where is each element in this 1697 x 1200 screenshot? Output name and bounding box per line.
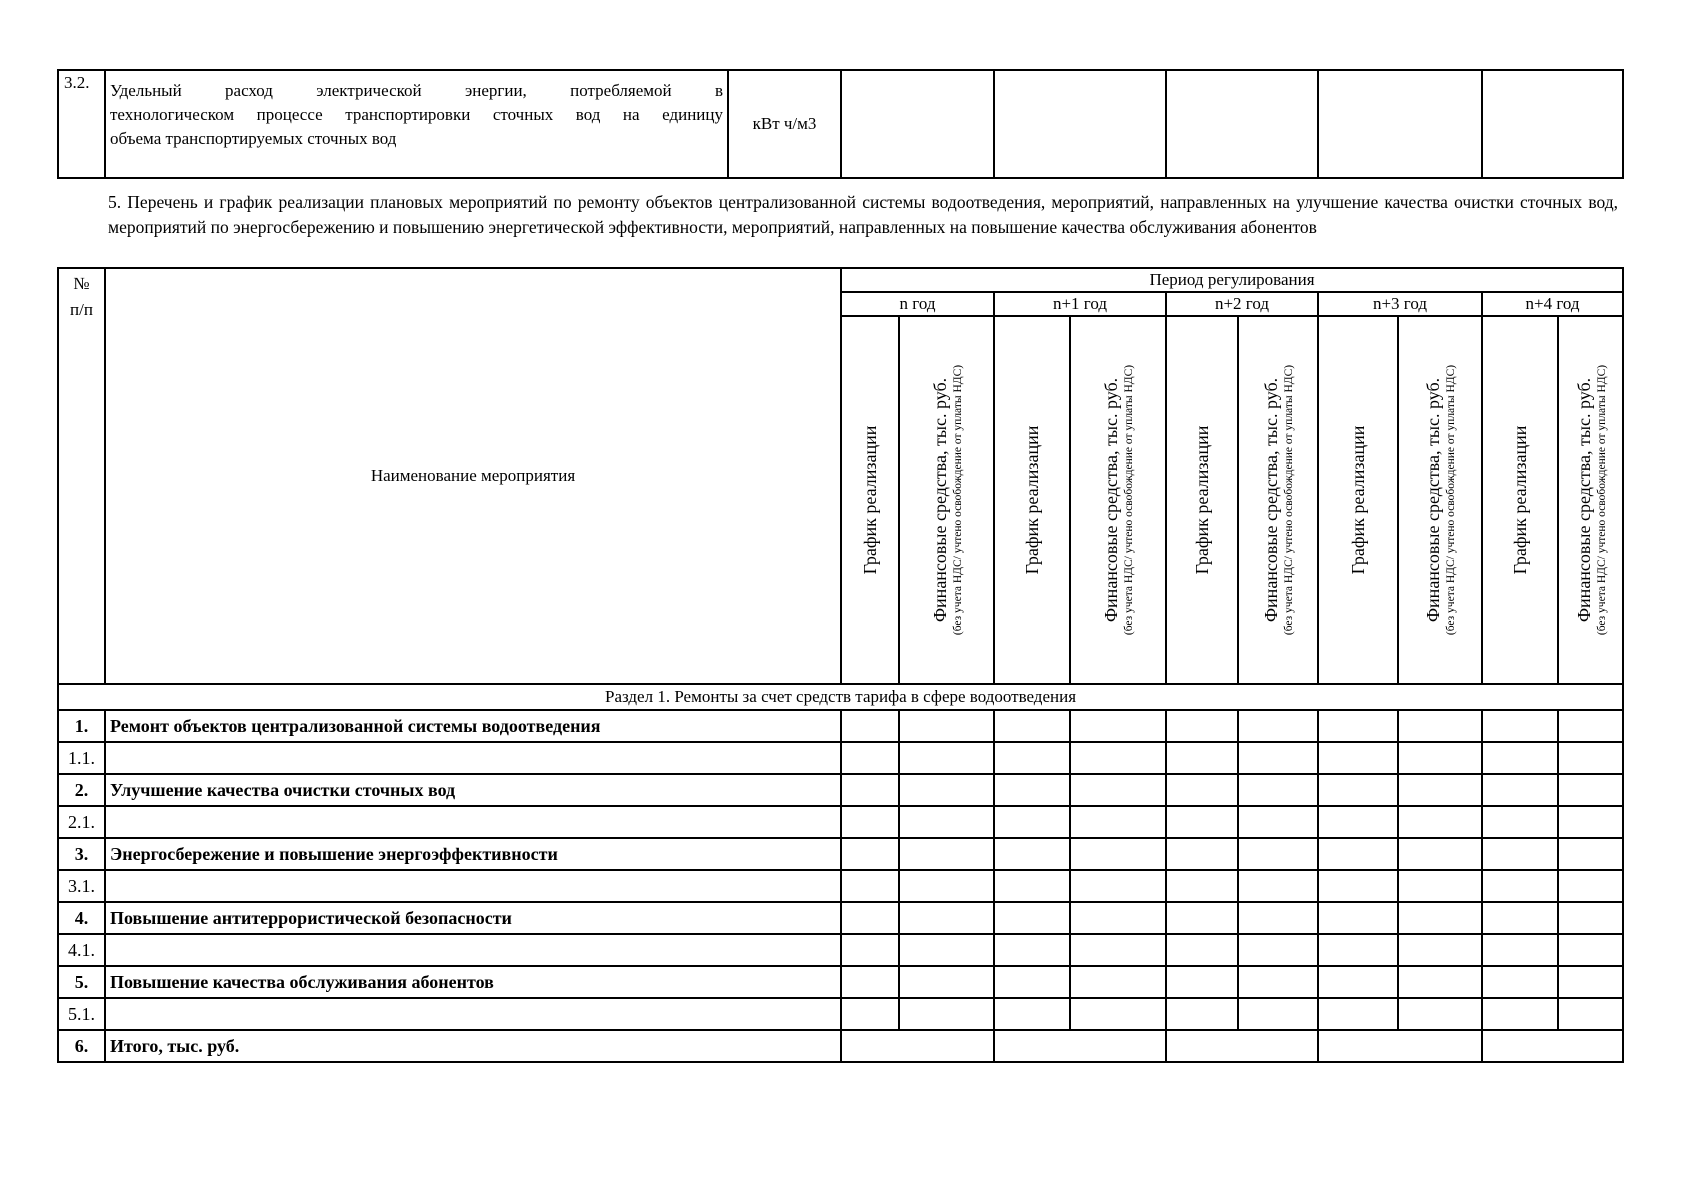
value-cell (1238, 742, 1318, 774)
value-cell (994, 902, 1070, 934)
value-cell (1398, 934, 1482, 966)
value-cell (1070, 902, 1166, 934)
value-cell (1482, 806, 1558, 838)
row-number: 3. (58, 838, 105, 870)
value-cell (1398, 966, 1482, 998)
schedule-label: График реализации (1022, 425, 1042, 575)
finance-subheader (899, 316, 994, 684)
value-cell (1070, 710, 1166, 742)
row-number: 6. (58, 1030, 105, 1062)
value-cell (899, 774, 994, 806)
value-cell (1398, 870, 1482, 902)
value-cell (1318, 966, 1398, 998)
value-cell (1238, 902, 1318, 934)
value-cell (841, 710, 899, 742)
total-value-cell (1318, 1030, 1482, 1062)
value-cell (899, 838, 994, 870)
value-cell (1070, 742, 1166, 774)
measure-name (105, 934, 841, 966)
value-cell (1070, 934, 1166, 966)
year-header: n год (841, 292, 994, 316)
value-cell (1482, 966, 1558, 998)
value-cell (1238, 934, 1318, 966)
measure-name: Ремонт объектов централизованной системы водоотведения (105, 710, 841, 742)
year-header: n+4 год (1482, 292, 1623, 316)
col-number-header: № п/п (58, 268, 105, 684)
row-number: 3.2. (58, 70, 105, 178)
total-value-cell (841, 1030, 994, 1062)
value-cell (1482, 742, 1558, 774)
finance-note: (без учета НДС/ учтено освобождение от уплаты НДС) (1595, 364, 1608, 636)
value-cell (1482, 838, 1558, 870)
table-row (58, 742, 1623, 774)
value-cell (1318, 838, 1398, 870)
table-row (58, 870, 1623, 902)
value-cell (1166, 806, 1238, 838)
value-cell (841, 870, 899, 902)
value-cell (1398, 806, 1482, 838)
table-row (58, 838, 1623, 870)
measure-name (105, 870, 841, 902)
value-cell (994, 806, 1070, 838)
value-cell (1398, 902, 1482, 934)
schedule-label: График реализации (860, 425, 880, 575)
value-cell (1238, 710, 1318, 742)
value-cell (1318, 902, 1398, 934)
value-cell (994, 774, 1070, 806)
table-row (58, 998, 1623, 1030)
row-number: 4.1. (58, 934, 105, 966)
value-cell (1166, 934, 1238, 966)
value-cell (1166, 774, 1238, 806)
value-cell (1558, 902, 1623, 934)
value-cell (899, 870, 994, 902)
unit-cell: кВт ч/м3 (728, 70, 841, 178)
value-cell (1558, 774, 1623, 806)
finance-note: (без учета НДС/ учтено освобождение от уплаты НДС) (1445, 364, 1457, 636)
value-cell (994, 742, 1070, 774)
value-cell (841, 998, 899, 1030)
finance-subheader (1558, 316, 1623, 684)
value-cell (1398, 710, 1482, 742)
measure-name: Повышение качества обслуживания абонентов (105, 966, 841, 998)
value-cell (1238, 966, 1318, 998)
value-cell (1318, 774, 1398, 806)
section-row: Раздел 1. Ремонты за счет средств тарифа в сфере водоотведения (58, 684, 1623, 710)
value-cell (994, 70, 1166, 178)
value-cell (899, 806, 994, 838)
value-cell (1558, 870, 1623, 902)
value-cell (1318, 934, 1398, 966)
schedule-label: График реализации (1192, 425, 1212, 575)
table-row (58, 902, 1623, 934)
value-cell (1398, 742, 1482, 774)
value-cell (1238, 870, 1318, 902)
value-cell (1558, 838, 1623, 870)
value-cell (1482, 998, 1558, 1030)
table-row (58, 966, 1623, 998)
finance-label: Финансовые средства, тыс. руб. (1423, 377, 1443, 623)
value-cell (1318, 998, 1398, 1030)
value-cell (899, 966, 994, 998)
value-cell (1558, 998, 1623, 1030)
col-name-header: Наименование мероприятия (105, 268, 841, 684)
value-cell (841, 934, 899, 966)
value-cell (1070, 870, 1166, 902)
value-cell (1558, 934, 1623, 966)
value-cell (1318, 742, 1398, 774)
year-header: n+1 год (994, 292, 1166, 316)
value-cell (899, 710, 994, 742)
schedule-subheader (1482, 316, 1558, 684)
value-cell (841, 966, 899, 998)
measures-schedule-table (57, 267, 1624, 1063)
table-row (58, 934, 1623, 966)
schedule-label: График реализации (1510, 425, 1530, 575)
value-cell (1238, 806, 1318, 838)
value-cell (841, 902, 899, 934)
period-header: Период регулирования (841, 268, 1623, 292)
value-cell (841, 806, 899, 838)
value-cell (841, 774, 899, 806)
measure-name (105, 998, 841, 1030)
value-cell (1070, 838, 1166, 870)
value-cell (1318, 806, 1398, 838)
value-cell (994, 838, 1070, 870)
row-number: 4. (58, 902, 105, 934)
desc-line-2: технологическом процессе транспортировки сточных вод на единицу (110, 105, 723, 124)
section-heading: 5. Перечень и график реализации плановых мероприятий по ремонту объектов централизованной системы водоотведения, мероприятий, направленных на улучшение качества очистки сточных вод, мероприятий по энергосбережению и повышению энергетической эффективности, мероприятий, направленных на повышение качества обслуживания абонентов (108, 192, 1618, 237)
value-cell (1482, 934, 1558, 966)
value-cell (1238, 838, 1318, 870)
value-cell (899, 742, 994, 774)
measure-name (105, 742, 841, 774)
value-cell (1318, 710, 1398, 742)
value-cell (1398, 998, 1482, 1030)
finance-note: (без учета НДС/ учтено освобождение от уплаты НДС) (1123, 364, 1135, 636)
value-cell (994, 870, 1070, 902)
value-cell (899, 902, 994, 934)
value-cell (1166, 710, 1238, 742)
row-number: 5. (58, 966, 105, 998)
value-cell (1070, 998, 1166, 1030)
value-cell (1166, 742, 1238, 774)
value-cell (841, 70, 994, 178)
value-cell (1070, 966, 1166, 998)
schedule-subheader (841, 316, 899, 684)
schedule-subheader (994, 316, 1070, 684)
value-cell (1318, 870, 1398, 902)
indicator-description (105, 70, 728, 178)
measure-name: Повышение антитеррористической безопасности (105, 902, 841, 934)
value-cell (1482, 774, 1558, 806)
value-cell (1070, 806, 1166, 838)
value-cell (1558, 742, 1623, 774)
row-number: 2.1. (58, 806, 105, 838)
table-row (58, 774, 1623, 806)
value-cell (1318, 70, 1482, 178)
energy-indicator-table (57, 69, 1624, 179)
finance-subheader (1398, 316, 1482, 684)
finance-subheader (1238, 316, 1318, 684)
value-cell (1166, 902, 1238, 934)
value-cell (899, 998, 994, 1030)
finance-label: Финансовые средства, тыс. руб. (1261, 377, 1281, 623)
value-cell (994, 998, 1070, 1030)
finance-note: (без учета НДС/ учтено освобождение от уплаты НДС) (1283, 364, 1295, 636)
value-cell (1166, 838, 1238, 870)
value-cell (994, 934, 1070, 966)
total-value-cell (994, 1030, 1166, 1062)
total-label: Итого, тыс. руб. (105, 1030, 841, 1062)
total-row (58, 1030, 1623, 1062)
finance-note: (без учета НДС/ учтено освобождение от уплаты НДС) (951, 364, 964, 636)
value-cell (994, 710, 1070, 742)
value-cell (1482, 870, 1558, 902)
year-header: n+2 год (1166, 292, 1318, 316)
row-number: 5.1. (58, 998, 105, 1030)
measure-name: Энергосбережение и повышение энергоэффективности (105, 838, 841, 870)
value-cell (1398, 774, 1482, 806)
value-cell (899, 934, 994, 966)
value-cell (1398, 838, 1482, 870)
table-row (58, 806, 1623, 838)
finance-label: Финансовые средства, тыс. руб. (1101, 377, 1121, 623)
schedule-subheader (1318, 316, 1398, 684)
value-cell (1558, 806, 1623, 838)
row-number: 1. (58, 710, 105, 742)
total-value-cell (1482, 1030, 1623, 1062)
value-cell (1482, 710, 1558, 742)
row-number: 2. (58, 774, 105, 806)
value-cell (994, 966, 1070, 998)
desc-line-3: объема транспортируемых сточных вод (110, 129, 397, 148)
value-cell (1166, 870, 1238, 902)
value-cell (1238, 998, 1318, 1030)
value-cell (1482, 902, 1558, 934)
value-cell (1070, 774, 1166, 806)
finance-subheader (1070, 316, 1166, 684)
value-cell (1166, 70, 1318, 178)
finance-label: Финансовые средства, тыс. руб. (929, 377, 950, 623)
value-cell (1558, 710, 1623, 742)
measure-name (105, 806, 841, 838)
finance-label: Финансовые средства, тыс. руб. (1573, 377, 1594, 623)
value-cell (1482, 70, 1623, 178)
value-cell (1166, 966, 1238, 998)
row-number: 1.1. (58, 742, 105, 774)
desc-line-1: Удельный расход электрической энергии, потребляемой в (110, 81, 723, 100)
year-header: n+3 год (1318, 292, 1482, 316)
value-cell (841, 838, 899, 870)
value-cell (1238, 774, 1318, 806)
value-cell (1166, 998, 1238, 1030)
row-number: 3.1. (58, 870, 105, 902)
table-row (58, 710, 1623, 742)
schedule-subheader (1166, 316, 1238, 684)
total-value-cell (1166, 1030, 1318, 1062)
measure-name: Улучшение качества очистки сточных вод (105, 774, 841, 806)
schedule-label: График реализации (1348, 425, 1368, 575)
value-cell (1558, 966, 1623, 998)
value-cell (841, 742, 899, 774)
